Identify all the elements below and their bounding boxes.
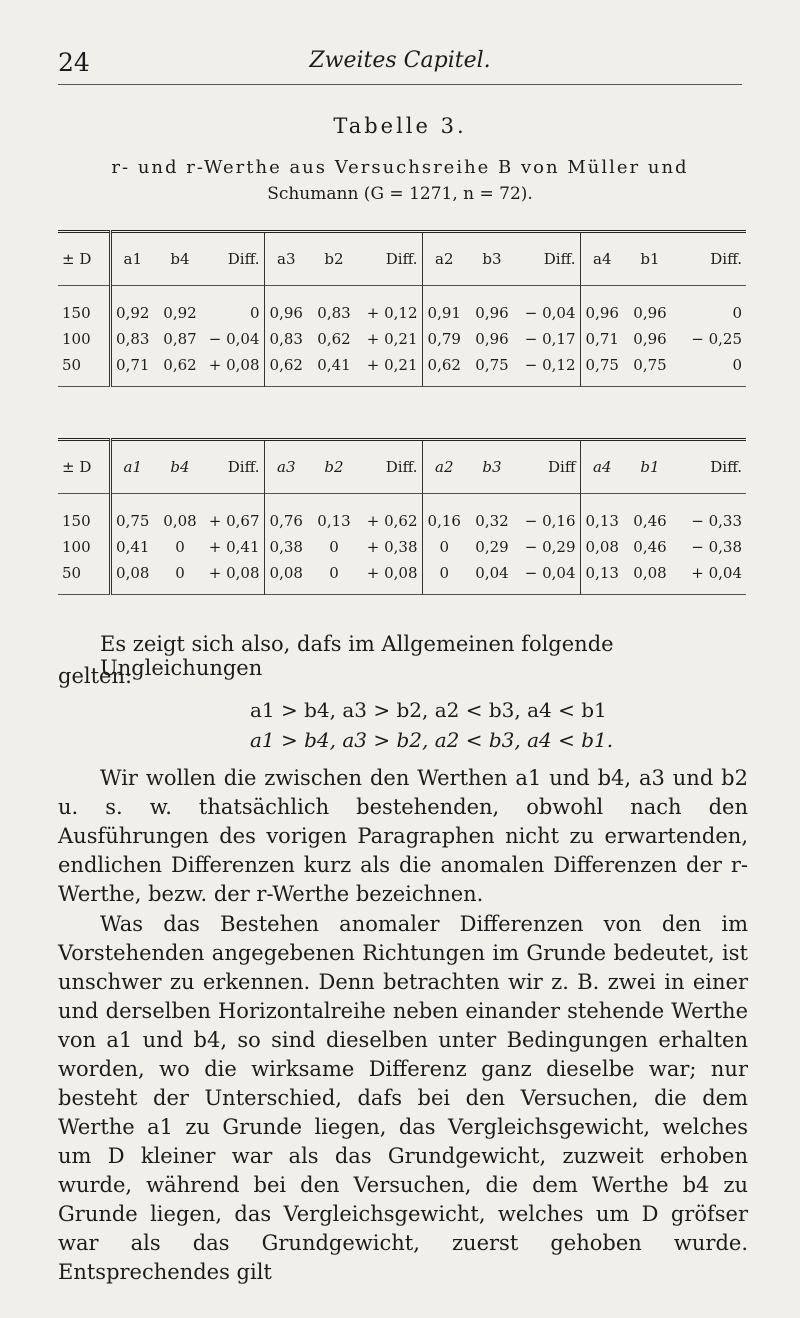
table-title: Tabelle 3. [333,114,467,138]
header-cell: a1 [123,458,142,476]
table-cell: 0,62 [317,330,351,348]
table-row [58,494,746,535]
table-row [58,352,746,387]
header-cell: Diff. [518,232,580,286]
inequalities-intro-cont: gelten: [58,664,133,688]
header-cell: a3 [277,458,296,476]
table-cell: 0,32 [475,512,509,530]
table-cell: 150 [58,286,110,327]
header-rule [58,84,742,85]
header-cell: a2 [435,458,454,476]
table-cell: 0,83 [116,330,150,348]
table-cell: 0,75 [475,356,509,374]
paragraph-text: Wir wollen die zwischen den Werthen a1 und b4, a3 und b2 u. s. w. thatsächlich bestehenden, obwohl nach den Ausführungen des vorigen Paragraphen nicht zu erwartenden, endlichen Differenzen kurz als die anomalen Differenzen der r-Werthe, bezw. der r-Werthe bezeichnen. [58,766,748,906]
table-cell: 0,13 [317,512,351,530]
table-cell: − 0,38 [691,538,742,556]
table-cell: + 0,41 [206,534,264,560]
table-cell: 0,08 [269,564,303,582]
header-cell: Diff. [206,232,264,286]
header-cell: a2 [435,250,454,268]
table-cell: − 0,16 [518,494,580,535]
header-cell: b1 [640,250,660,268]
header-cell: Diff. [710,458,742,476]
table-cell: 0,08 [116,564,150,582]
table-cell: 0,08 [633,564,667,582]
header-cell: a4 [593,458,612,476]
table-cell: + 0,04 [691,564,742,582]
inequality-line-italic: a1 > b4, a3 > b2, a2 < b3, a4 < b1. [250,728,614,752]
table-cell: 0,71 [116,356,150,374]
data-table-italic [58,438,746,595]
header-cell: Diff. [360,440,422,494]
table-cell: 0 [732,356,742,374]
header-cell: b2 [324,250,344,268]
table-header-row [58,440,746,494]
table-cell: 0,62 [269,356,303,374]
table-cell: 0,08 [585,538,619,556]
header-cell: Diff. [710,250,742,268]
table-cell: 100 [58,534,110,560]
table-cell: 0,96 [633,330,667,348]
table-cell: − 0,25 [691,330,742,348]
table-cell: − 0,29 [518,534,580,560]
header-cell: a3 [277,250,296,268]
table-cell: 0 [732,304,742,322]
table-caption-line-1: r- und r-Werthe aus Versuchsreihe B von Müller und [111,157,689,178]
table-cell: 0,96 [633,304,667,322]
table-cell: 0,62 [163,356,197,374]
table-cell: 100 [58,326,110,352]
table-cell: − 0,04 [518,286,580,327]
table-cell: 0,41 [116,538,150,556]
header-cell: Diff [518,440,580,494]
header-cell: ± D [58,440,110,494]
table-cell: 0,46 [633,538,667,556]
table-cell: 0 [175,564,185,582]
table-cell: + 0,62 [360,494,422,535]
table-cell: 0 [439,564,450,582]
table-cell: 0,96 [475,330,509,348]
table-cell: 50 [58,352,110,387]
table-cell: 0,13 [585,512,619,530]
table-cell: 0,04 [475,564,509,582]
paragraph-anomalous-differences [58,764,748,909]
table-cell: − 0,17 [518,326,580,352]
table-row [58,286,746,327]
table-cell: 0,79 [427,330,461,348]
table-cell: 0,76 [269,512,303,530]
paragraph-explanation [58,910,748,1287]
header-cell: a1 [123,250,142,268]
header-cell: Diff. [206,440,264,494]
table-cell: 0,75 [633,356,667,374]
table-row [58,560,746,595]
data-table-upright [58,230,746,387]
table-row [58,326,746,352]
table-cell: 0,16 [427,512,461,530]
header-cell: b4 [170,250,190,268]
table-cell: 0,92 [116,304,150,322]
table-cell: 0,87 [163,330,197,348]
table-cell: 0,46 [633,512,667,530]
table-cell: 0,13 [585,564,619,582]
table-cell: 0,75 [116,512,150,530]
running-head [58,48,742,78]
table-cell: + 0,12 [360,286,422,327]
table-cell: + 0,21 [360,352,422,387]
table-cell: 0 [329,564,339,582]
table-cell: 0,75 [585,356,619,374]
table-cell: 0 [175,538,185,556]
table-cell: 0,96 [585,304,619,322]
table-cell: 0,71 [585,330,619,348]
table-cell: − 0,04 [518,560,580,595]
table-cell: 0,92 [163,304,197,322]
table-cell: − 0,33 [691,512,742,530]
inequalities-intro: Es zeigt sich also, dafs im Allgemeinen folgende Ungleichungen [100,632,614,680]
table-cell: 0 [206,286,264,327]
header-cell: Diff. [360,232,422,286]
table-cell: + 0,08 [360,560,422,595]
table-cell: 0,62 [427,356,461,374]
table-cell: 0,08 [163,512,197,530]
table-cell: 50 [58,560,110,595]
header-cell: ± D [58,232,110,286]
inequality-line-upright: a1 > b4, a3 > b2, a2 < b3, a4 < b1 [250,698,607,722]
table-row [58,534,746,560]
table-cell: 0,91 [427,304,461,322]
table-cell: + 0,08 [206,560,264,595]
table-cell: 0 [439,538,450,556]
header-cell: b1 [640,458,660,476]
table-cell: + 0,67 [206,494,264,535]
table-caption-line-2: Schumann (G = 1271, n = 72). [267,184,533,204]
table-cell: + 0,38 [360,534,422,560]
header-cell: b4 [170,458,190,476]
header-cell: b3 [482,458,502,476]
table-cell: 150 [58,494,110,535]
table-cell: − 0,04 [206,326,264,352]
header-cell: b3 [482,250,502,268]
chapter-title: Zweites Capitel. [309,48,491,73]
table-cell: 0,96 [269,304,303,322]
table-cell: 0,38 [269,538,303,556]
table-cell: 0,83 [317,304,351,322]
table-cell: 0,29 [475,538,509,556]
header-cell: b2 [324,458,344,476]
paragraph-text: Was das Bestehen anomaler Differenzen von den im Vorstehenden angegebenen Richtungen im Grunde bedeutet, ist unschwer zu erkennen. Denn betrachten wir z. B. zwei in einer und derselben Horizontalreihe neben einander stehende Werthe von a1 und b4, so sind dieselben unter Bedingungen erhalten worden, wo die wirksame Differenz ganz dieselbe war; nur besteht der Unterschied, dafs bei den Versuchen, die dem Werthe a1 zu Grunde liegen, das Vergleichsgewicht, welches um D kleiner war als das Grundgewicht, zuzweit erhoben wurde, während bei den Versuchen, die dem Werthe b4 zu Grunde liegen, das Vergleichsgewicht, welches um D gröfser war als das Grundgewicht, zuerst gehoben wurde. Entsprechendes gilt [58,912,748,1284]
table-cell: − 0,12 [518,352,580,387]
table-cell: + 0,21 [360,326,422,352]
table-cell: 0,83 [269,330,303,348]
table-cell: 0 [329,538,339,556]
table-cell: + 0,08 [206,352,264,387]
table-cell: 0,96 [475,304,509,322]
table-cell: 0,41 [317,356,351,374]
page-number: 24 [58,48,90,77]
header-cell: a4 [593,250,612,268]
table-header-row [58,232,746,286]
